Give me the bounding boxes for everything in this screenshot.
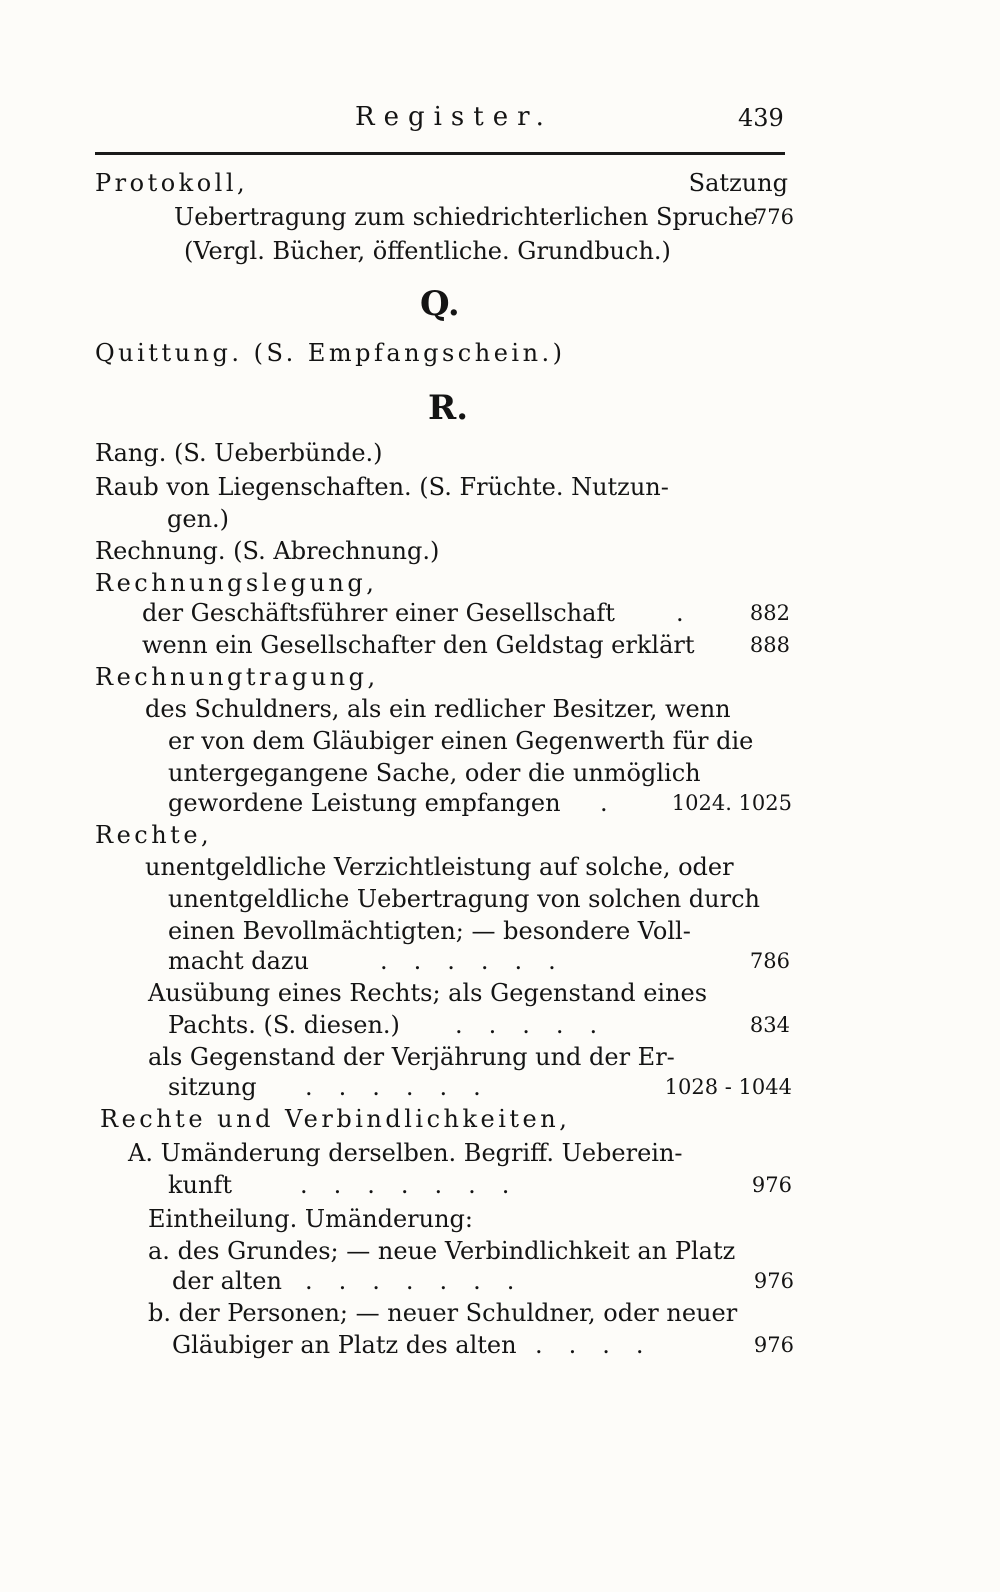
entry-protokoll-vergl: (Vergl. Bücher, öffentliche. Grundbuch.) — [184, 237, 671, 265]
entry-rv-line-7: Gläubiger an Platz des alten — [172, 1331, 517, 1359]
entry-rechnung: Rechnung. (S. Abrechnung.) — [95, 537, 440, 565]
entry-rv-line-3: Eintheilung. Umänderung: — [148, 1205, 473, 1233]
page-ref-976-a: 976 — [751, 1173, 792, 1197]
leader-dots: ...... — [305, 1073, 507, 1101]
page-ref-976-c: 976 — [753, 1333, 794, 1357]
running-header-title: Register. — [355, 102, 553, 132]
entry-rechte-line-1: unentgeldliche Verzichtleistung auf solche, oder — [145, 853, 734, 881]
page-ref-1028-1044: 1028 - 1044 — [664, 1075, 792, 1099]
page-number: 439 — [738, 104, 784, 132]
entry-rechnungtragung-line-4: gewordene Leistung empfangen — [168, 789, 561, 817]
entry-rechte-line-5: Ausübung eines Rechts; als Gegenstand eines — [148, 979, 708, 1007]
entry-rechnungtragung-line-2: er von dem Gläubiger einen Gegenwerth für die — [168, 727, 754, 755]
entry-rv-line-6: b. der Personen; — neuer Schuldner, oder neuer — [148, 1299, 738, 1327]
entry-rechte: Rechte, — [95, 821, 213, 849]
entry-rechnungslegung: Rechnungslegung, — [95, 569, 378, 597]
leader-dots: . — [676, 599, 684, 627]
entry-rechnungtragung: Rechnungtragung, — [95, 663, 379, 691]
leader-dots: ....... — [305, 1267, 541, 1295]
entry-rv-line-2: kunft — [168, 1171, 232, 1199]
page-ref-834: 834 — [749, 1013, 790, 1037]
page-ref-1024-1025: 1024. 1025 — [671, 791, 792, 815]
entry-rechnungslegung-sub-2: wenn ein Gesellschafter den Geldstag erklärt — [142, 631, 695, 659]
entry-protokoll-uebertragung: Uebertragung zum schiedrichterlichen Spruche — [174, 203, 758, 231]
page-ref-786: 786 — [749, 949, 790, 973]
leader-dots: . — [600, 789, 608, 817]
header-rule — [95, 152, 785, 155]
section-letter-q: Q. — [420, 284, 460, 324]
entry-rechnungslegung-sub-1: der Geschäftsführer einer Gesellschaft — [142, 599, 615, 627]
leader-dots: ...... — [380, 947, 582, 975]
entry-rechte-line-6: Pachts. (S. diesen.) — [168, 1011, 400, 1039]
entry-rechte-und-verbindlichkeiten: Rechte und Verbindlichkeiten, — [100, 1105, 571, 1133]
entry-rechte-line-3: einen Bevollmächtigten; — besondere Voll- — [168, 917, 691, 945]
entry-rv-line-4: a. des Grundes; — neue Verbindlichkeit an Platz — [148, 1237, 736, 1265]
page-ref-976-b: 976 — [753, 1269, 794, 1293]
section-letter-r: R. — [428, 388, 469, 428]
entry-rv-line-1: A. Umänderung derselben. Begriff. Ueberein- — [128, 1139, 683, 1167]
entry-rechnungtragung-line-3: untergegangene Sache, oder die unmöglich — [168, 759, 701, 787]
leader-dots: .... — [535, 1331, 670, 1359]
entry-rechte-line-2: unentgeldliche Uebertragung von solchen durch — [168, 885, 760, 913]
entry-quittung: Quittung. (S. Empfangschein.) — [95, 339, 566, 367]
leader-dots: ..... — [455, 1011, 624, 1039]
page-ref-888: 888 — [749, 633, 790, 657]
leader-dots: ....... — [300, 1171, 536, 1199]
entry-rechte-line-8: sitzung — [168, 1073, 257, 1101]
entry-raub-line-2: gen.) — [167, 505, 230, 533]
entry-rang: Rang. (S. Ueberbünde.) — [95, 439, 383, 467]
page-ref-776-a: 776 — [753, 205, 794, 229]
entry-rechnungtragung-line-1: des Schuldners, als ein redlicher Besitzer, wenn — [145, 695, 731, 723]
entry-rechte-line-4: macht dazu — [168, 947, 310, 975]
entry-protokoll-satzung: Satzung — [688, 169, 788, 197]
entry-rechte-line-7: als Gegenstand der Verjährung und der Er- — [148, 1043, 675, 1071]
entry-raub-line-1: Raub von Liegenschaften. (S. Früchte. Nutzun- — [95, 473, 669, 501]
page-ref-882: 882 — [749, 601, 790, 625]
entry-protokoll: Protokoll, — [95, 169, 249, 197]
entry-rv-line-5: der alten — [172, 1267, 282, 1295]
